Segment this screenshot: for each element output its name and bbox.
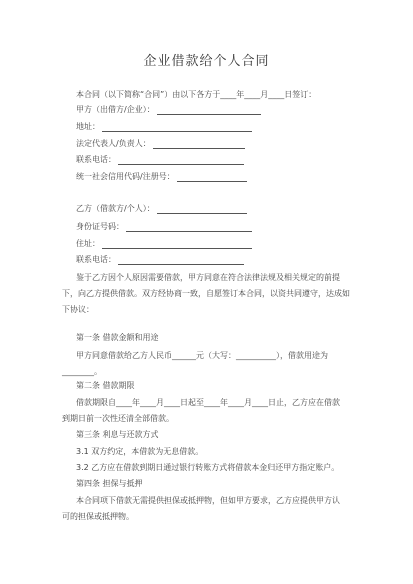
article-3-item-1: 3.1 双方约定，本借款为无息借款。 (76, 447, 204, 456)
party-b-phone-label: 联系电话： (76, 255, 116, 264)
party-b-name-field (76, 204, 247, 214)
article-2-line-2: 到期日前一次性还清全部借款。 (62, 414, 174, 423)
article-4-line-2: 可的担保或抵押物。 (62, 512, 134, 521)
party-b-phone-field (76, 255, 244, 265)
article-1-line-2: ________。 (62, 367, 102, 376)
article-4-line-1: 本合同项下借款无需提供担保或抵押物，但如甲方要求，乙方应提供甲方认 (76, 496, 340, 505)
party-a-address-field (76, 122, 252, 132)
party-a-address-label: 地址： (76, 122, 100, 131)
article-2-heading: 第二条 借款期限 (76, 381, 135, 390)
party-a-credit-blank (177, 173, 247, 182)
party-a-phone-blank (118, 156, 244, 165)
party-a-credit-label: 统一社会信用代码/注册号： (76, 172, 175, 181)
party-b-name-label: 乙方（借款方/个人）： (76, 204, 155, 213)
party-a-credit-field (76, 172, 247, 182)
article-1-heading: 第一条 借款金额和用途 (76, 333, 159, 342)
party-a-address-blank (102, 123, 252, 132)
party-a-rep-field (76, 139, 245, 149)
article-3-heading: 第三条 利息与还款方式 (76, 430, 159, 439)
article-4-heading: 第四条 担保与抵押 (76, 479, 143, 488)
party-b-id-field (76, 222, 252, 232)
party-b-address-field (76, 239, 252, 249)
party-b-address-label: 住址： (76, 239, 100, 248)
party-a-rep-label: 法定代表人/负责人： (76, 139, 151, 148)
party-b-address-blank (102, 240, 252, 249)
party-b-name-blank (157, 205, 247, 214)
party-a-name-field (76, 105, 261, 115)
party-a-phone-label: 联系电话： (76, 155, 116, 164)
party-b-id-blank (126, 223, 252, 232)
article-2-line-1: 借款期限自____年____月____日起至____年____月____日止，乙方应在借款 (76, 398, 340, 407)
party-b-id-label: 身份证号码： (76, 222, 124, 231)
article-1-line-1: 甲方同意借款给乙方人民币______元（大写：__________），借款用途为 (76, 351, 328, 360)
document-title: 企业借款给个人合同 (143, 54, 270, 69)
party-a-phone-field (76, 155, 244, 165)
contract-intro-line: 本合同（以下简称“合同”）由以下各方于____年____月____日签订： (76, 90, 317, 99)
preamble-paragraph: 鉴于乙方因个人原因需要借款，甲方同意在符合法律法规及相关规定的前提下，向乙方提供借款。双方经协商一致，自愿签订本合同，以资共同遵守，达成如下协议： (62, 273, 350, 314)
article-3-item-2: 3.2 乙方应在借款到期日通过银行转账方式将借款本金归还甲方指定账户。 (76, 463, 340, 472)
party-a-name-blank (157, 106, 261, 115)
party-b-phone-blank (118, 256, 244, 265)
party-a-rep-blank (153, 140, 245, 149)
party-a-name-label: 甲方（出借方/企业）： (76, 105, 155, 114)
